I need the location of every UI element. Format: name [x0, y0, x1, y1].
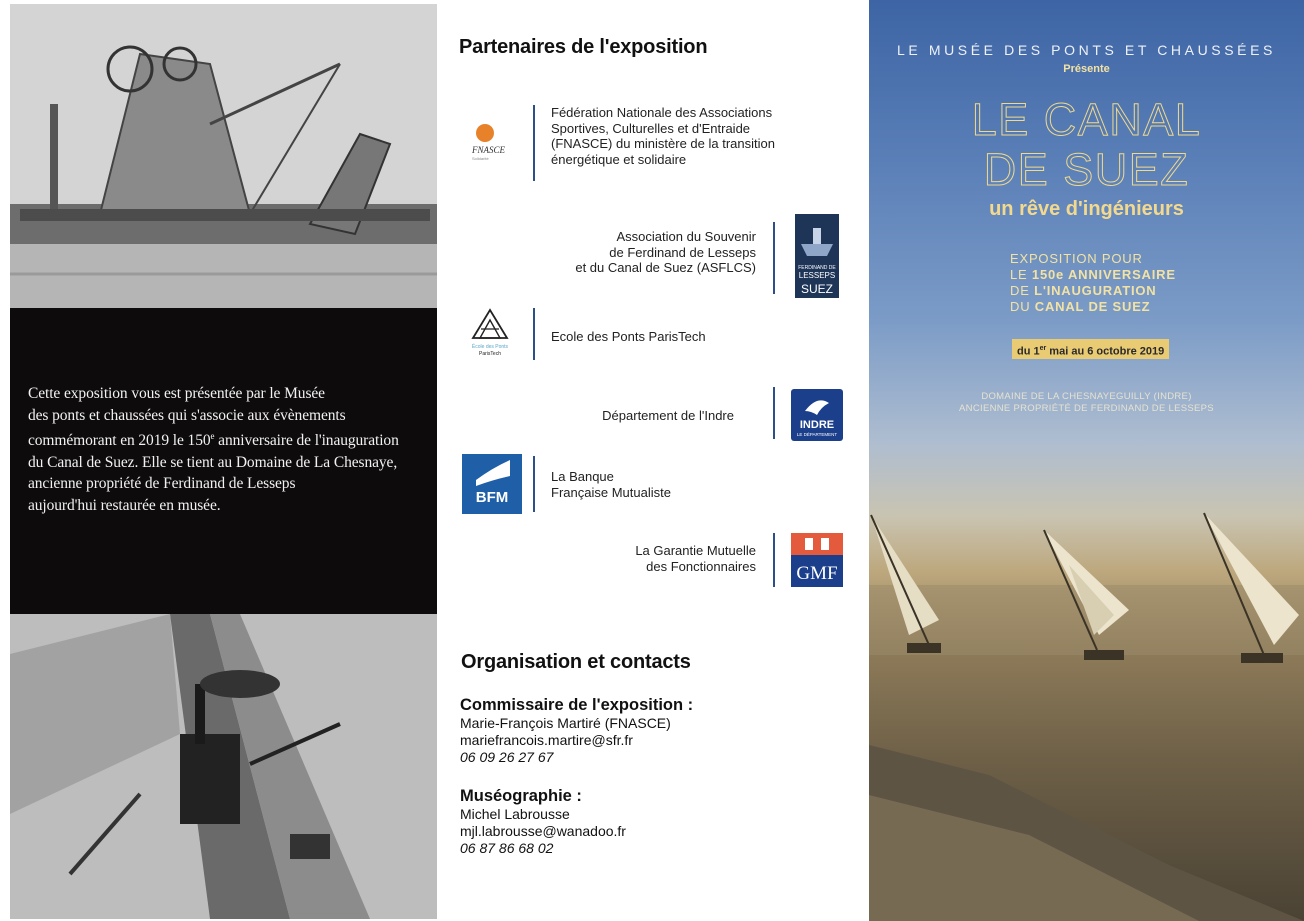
partner-divider: [533, 308, 535, 360]
museographie-phone: 06 87 86 68 02: [460, 840, 554, 856]
venue-line: ANCIENNE PROPRIÉTÉ DE FERDINAND DE LESSEPS: [959, 403, 1214, 414]
ecole-des-ponts-logo-icon: [467, 308, 519, 362]
cover-panel: [869, 0, 1304, 921]
partner-bfm-text: [551, 469, 671, 500]
commissaire-name: Marie-François Martiré (FNASCE): [460, 715, 671, 731]
expo-line: EXPOSITION POUR: [1010, 251, 1143, 266]
presente-label: Présente: [1063, 63, 1110, 75]
partner-ecole-text: [551, 329, 706, 345]
partner-line: (FNASCE) du ministère de la transition: [551, 136, 775, 151]
partner-divider: [773, 533, 775, 587]
dredging-machine-photo: [10, 4, 437, 308]
fnasce-logo-icon: [468, 122, 518, 162]
asflcs-logo-label: FERDINAND DE: [798, 265, 836, 271]
commissaire-phone: 06 09 26 27 67: [460, 749, 554, 765]
intro-line: du Canal de Suez. Elle se tient au Domaine de La Chesnaye,: [28, 453, 398, 471]
partner-line: Française Mutualiste: [551, 484, 671, 500]
gmf-logo-icon: [791, 533, 843, 587]
museographie-title: Muséographie :: [460, 787, 582, 805]
partner-divider: [533, 105, 535, 181]
cover-subtitle: un rêve d'ingénieurs: [989, 198, 1184, 220]
left-panel: [0, 0, 440, 921]
museographie-email[interactable]: mjl.labrousse@wanadoo.fr: [460, 823, 626, 839]
museographie-contact: [460, 787, 626, 857]
partner-line: La Banque: [551, 469, 614, 484]
partner-line: Sportives, Culturelles et d'Entraide: [551, 120, 751, 136]
fnasce-logo-sublabel: Solidarité: [472, 156, 489, 161]
partner-line: Association du Souvenir: [616, 229, 756, 244]
partner-line: et du Canal de Suez (ASFLCS): [575, 260, 756, 275]
intro-line: aujourd'hui restaurée en musée.: [28, 496, 221, 514]
commissaire-title: Commissaire de l'exposition :: [460, 696, 694, 714]
partner-line: de Ferdinand de Lesseps: [609, 244, 756, 260]
expo-line: LE 150e ANNIVERSAIRE: [1010, 267, 1176, 282]
partner-gmf-text: [560, 543, 756, 574]
exhibition-description: [1010, 251, 1180, 315]
intro-line: anniversaire de l'inauguration: [214, 432, 399, 450]
ecole-logo-label: ParisTech: [479, 351, 501, 357]
partners-heading: Partenaires de l'exposition: [459, 36, 708, 58]
intro-line: commémorant en 2019 le 150: [28, 432, 211, 450]
dredging-machine-illustration: [10, 4, 437, 308]
partner-line: énergétique et solidaire: [551, 151, 687, 167]
museum-name: LE MUSÉE DES PONTS ET CHAUSSÉES: [897, 42, 1276, 58]
indre-logo-icon: [791, 389, 843, 441]
asflcs-logo-icon: [795, 214, 839, 298]
commissaire-contact: [460, 696, 693, 766]
canal-engraving-illustration: [10, 614, 437, 919]
expo-line: DE L'INAUGURATION: [1010, 283, 1157, 298]
intro-line: Cette exposition vous est présentée par le Musée: [28, 385, 325, 402]
partner-indre-text: [560, 408, 734, 424]
canal-engraving-photo: [10, 614, 437, 919]
commissaire-email[interactable]: mariefrancois.martire@sfr.fr: [460, 732, 633, 748]
indre-logo-sublabel: LE DÉPARTEMENT: [796, 432, 838, 437]
asflcs-logo-label: LESSEPS: [798, 271, 836, 280]
partner-asflcs-text: [560, 229, 756, 276]
intro-superscript: e: [210, 431, 215, 441]
partner-line: La Garantie Mutuelle: [635, 543, 756, 558]
intro-line: ancienne propriété de Ferdinand de Lesseps: [28, 475, 296, 493]
partner-line: Fédération Nationale des Associations: [551, 105, 773, 120]
cover-title-line1: LE CANAL: [971, 94, 1202, 145]
gmf-logo-label: GMF: [796, 563, 838, 584]
asflcs-logo-label: SUEZ: [800, 282, 834, 296]
organisation-heading: Organisation et contacts: [461, 651, 691, 673]
museographie-name: Michel Labrousse: [460, 806, 570, 822]
partner-divider: [773, 387, 775, 439]
expo-line: DU CANAL DE SUEZ: [1010, 299, 1151, 314]
intro-line: des ponts et chaussées qui s'associe aux évènements: [28, 406, 346, 424]
venue-line: DOMAINE DE LA CHESNAYEGUILLY (INDRE): [981, 391, 1192, 402]
partner-fnasce-text: [551, 105, 775, 167]
indre-logo-label: INDRE: [799, 419, 835, 431]
sailboats-illustration: [869, 505, 1304, 921]
partner-line: des Fonctionnaires: [646, 558, 756, 574]
ecole-logo-label: École des Ponts: [471, 344, 509, 350]
intro-text: [28, 383, 428, 516]
bfm-logo-icon: [462, 454, 522, 514]
fnasce-logo-label: FNASCE: [472, 145, 505, 155]
bfm-logo-label: BFM: [475, 489, 509, 506]
venue-info: [869, 391, 1304, 415]
partner-line: Département de l'Indre: [602, 408, 734, 423]
partner-line: Ecole des Ponts ParisTech: [551, 329, 706, 344]
middle-panel: [440, 0, 868, 921]
partner-divider: [533, 456, 535, 512]
partner-divider: [773, 222, 775, 294]
cover-title-line2: DE SUEZ: [983, 144, 1190, 195]
exhibition-dates-badge: du 1er mai au 6 octobre 2019: [1012, 339, 1169, 359]
